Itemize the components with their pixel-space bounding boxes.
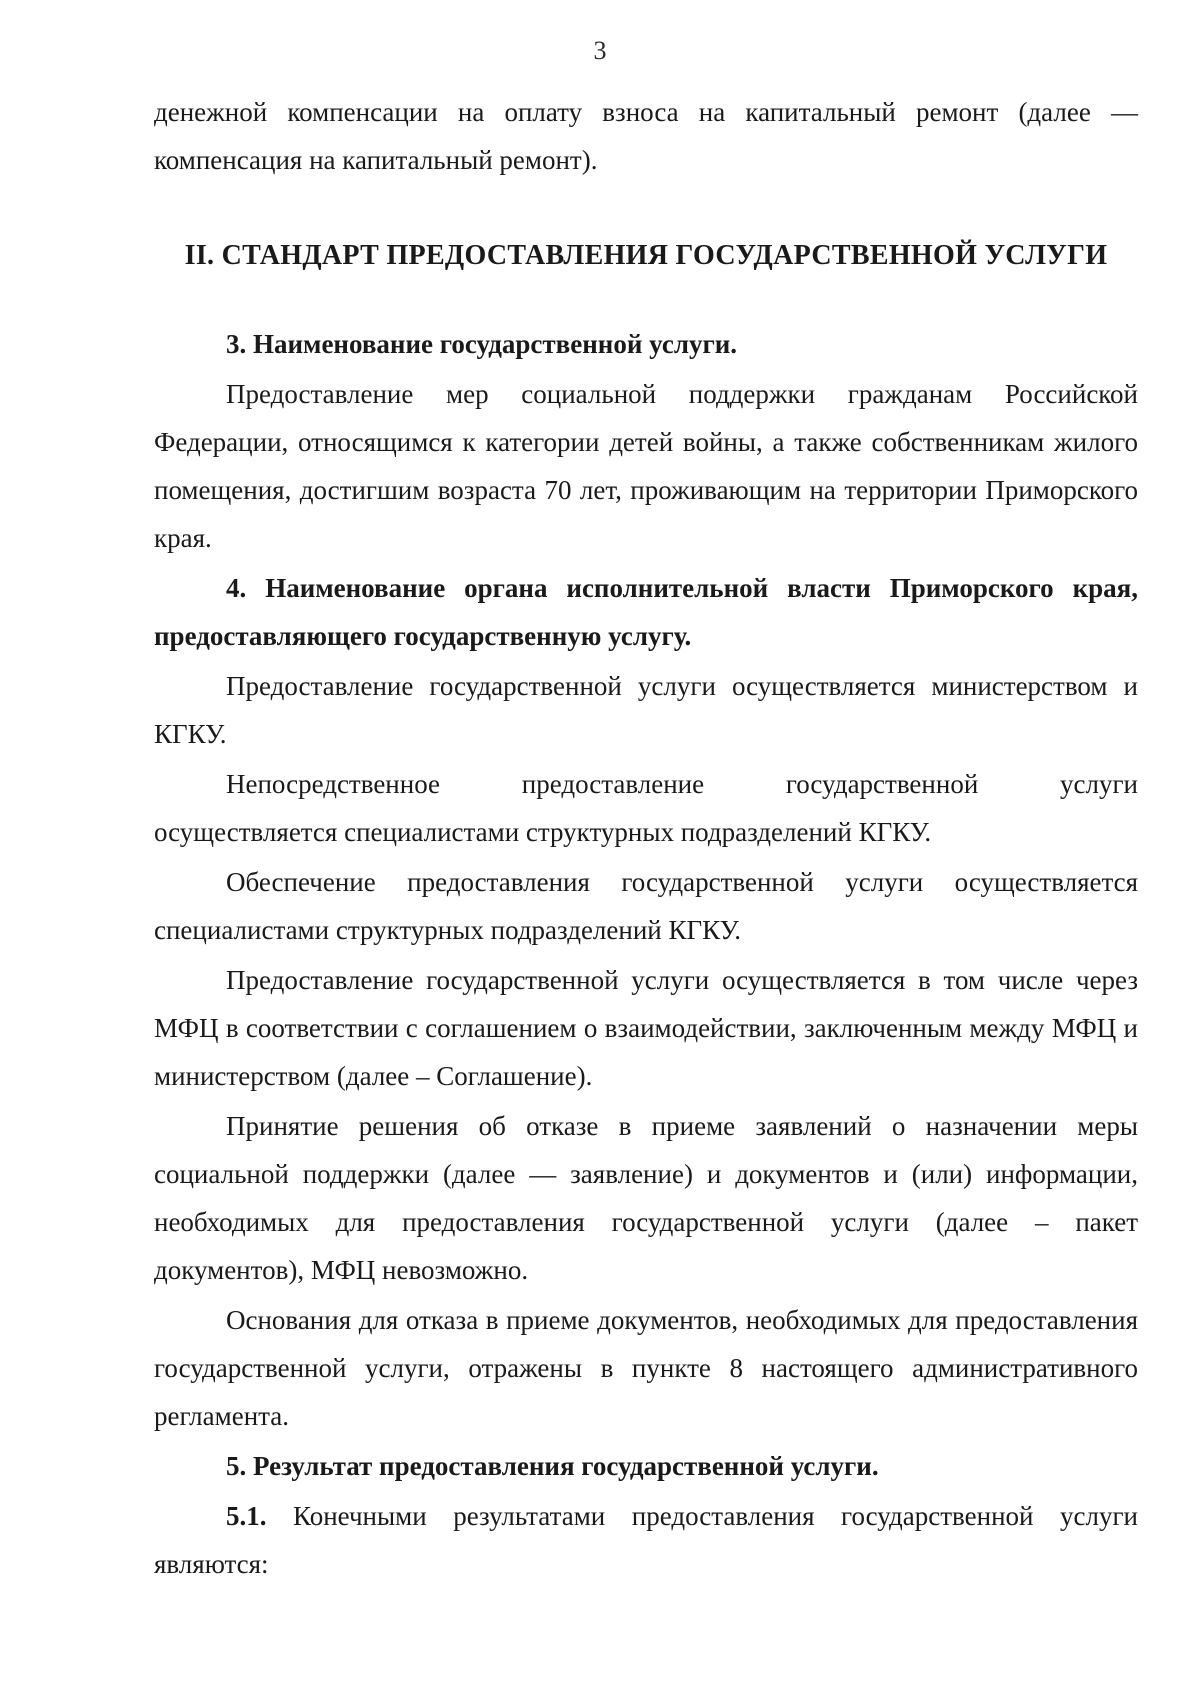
paragraph-service-name: Предоставление мер социальной поддержки гражданам Российской Федерации, относящимся к категории детей войны, а также собственникам жилого помещения, достигшим возраста 70 лет, проживающим на территории Приморского края. <box>154 379 1138 553</box>
paragraph-results <box>154 1492 1138 1588</box>
clause-text: Конечными результатами предоставления государственной услуги являются: <box>154 1501 1138 1579</box>
paragraph-mfc: Предоставление государственной услуги осуществляется в том числе через МФЦ в соответствии с соглашением о взаимодействии, заключенным между МФЦ и министерством (далее – Соглашение). <box>154 965 1138 1091</box>
heading-4: 4. Наименование органа исполнительной власти Приморского края, предоставляющего государственную услугу. <box>154 573 1138 651</box>
paragraph-direct-provision-line1: Непосредственное предоставление государственной услуги <box>226 769 1138 799</box>
heading-5: 5. Результат предоставления государственной услуги. <box>226 1451 879 1481</box>
page-number: 3 <box>593 36 607 65</box>
paragraph-direct-provision-line2: осуществляется специалистами структурных подразделений КГКУ. <box>154 817 932 847</box>
paragraph-support: Обеспечение предоставления государственной услуги осуществляется специалистами структурных подразделений КГКУ. <box>154 867 1138 945</box>
paragraph-refusal-decision: Принятие решения об отказе в приеме заявлений о назначении меры социальной поддержки (далее — заявление) и документов и (или) информации, необходимых для предоставления государственной услуги (далее – пакет документов), МФЦ невозможно. <box>154 1111 1138 1285</box>
document-body <box>154 88 1138 1588</box>
paragraph-provider: Предоставление государственной услуги осуществляется министерством и КГКУ. <box>154 671 1138 749</box>
paragraph-refusal-grounds: Основания для отказа в приеме документов, необходимых для предоставления государственной услуги, отражены в пункте 8 настоящего административного регламента. <box>154 1305 1138 1431</box>
heading-3: 3. Наименование государственной услуги. <box>226 329 738 359</box>
paragraph-continuation: денежной компенсации на оплату взноса на капитальный ремонт (далее — компенсация на капитальный ремонт). <box>154 97 1138 175</box>
section-title: II. СТАНДАРТ ПРЕДОСТАВЛЕНИЯ ГОСУДАРСТВЕННОЙ УСЛУГИ <box>184 240 1108 271</box>
clause-number: 5.1. <box>226 1501 267 1531</box>
